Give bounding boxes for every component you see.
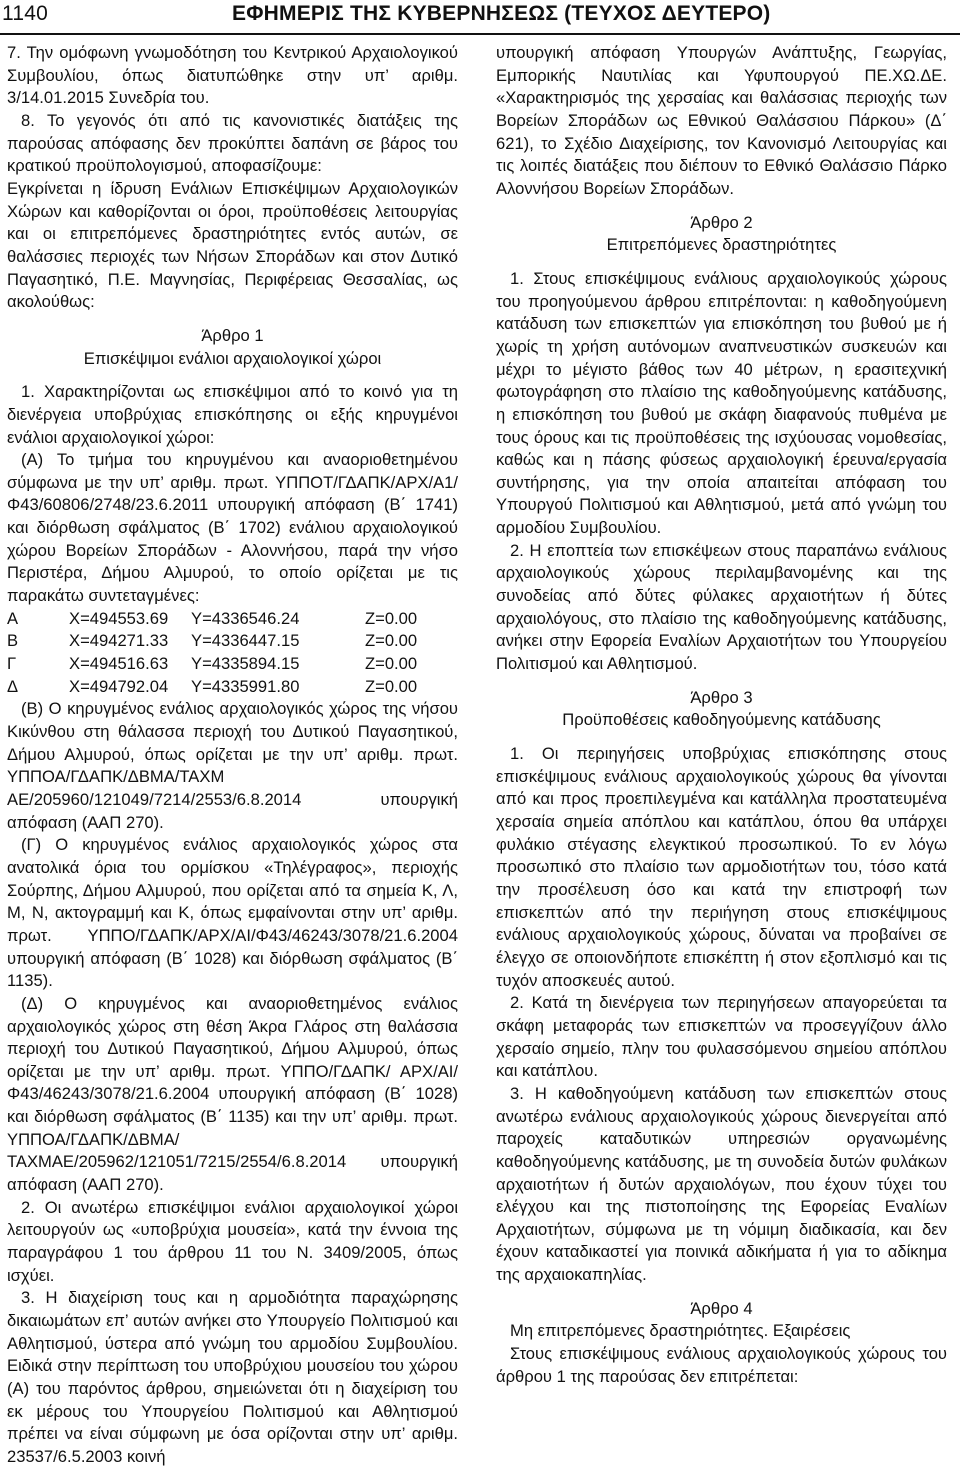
article-1-paragraph-3: 3. Η διαχείριση τους και η αρμοδιότητα παραχώρησης δικαιωμάτων επ’ αυτών ανήκει στο Υπουργείο Πολιτισμού και Αθλητισμού, ύστερα από γνώμη του αρμοδίου Συμβουλίου. Ειδικά στην περίπτωση του υποβρύχιου μουσείου του χώρου (Α) του παρόντος άρθρου, σημειώνεται ότι η διαχείριση του εκ μέρους του Υπουργείου Πολιτισμού και Αθλητισμού πρέπει να είναι σύμφωνη με όσα ορίζονται στην υπ’ αριθμ. 23537/6.5.2003 κοινή — [7, 1288, 458, 1466]
article-2-subtitle: Επιτρεπόμενες δραστηριότητες — [606, 235, 837, 255]
article-3-subtitle: Προϋποθέσεις καθοδηγούμενης κατάδυσης — [562, 710, 881, 730]
gazette-title: ΕΦΗΜΕΡΙΣ ΤΗΣ ΚΥΒΕΡΝΗΣΕΩΣ (ΤΕΥΧΟΣ ΔΕΥΤΕΡΟ) — [232, 2, 771, 25]
article-2-paragraph-2: 2. Η εποπτεία των επισκέψεων στους παραπάνω ενάλιους αρχαιολογικούς χώρους περιλαμβανομένης και της συνοδείας από δύτες φύλακες αρχαιοτήτων ή δύτες αρχαιολόγους, στο πλαίσιο της καθοδηγούμενης κατάδυσης, ανήκει στην Εφορεία Εναλίων Αρχαιοτήτων του Υπουργείου Πολιτισμού και Αθλητισμού. — [496, 540, 947, 674]
coordinate-y: Υ=4336447.15 — [191, 631, 300, 651]
paragraph-decision: Εγκρίνεται η ίδρυση Ενάλιων Επισκέψιμων Αρχαιολογικών Χώρων και καθορίζονται οι όροι, προϋποθέσεις λειτουργίας και οι επιτρεπόμενες δραστηριότητες εντός αυτών, σε θαλάσσιες περιοχές των Νήσων Σποράδων και στον Δυτικό Παγασητικό, Π.Ε. Μαγνησίας, Περιφέρειας Θεσσαλίας, ως ακολούθως: — [7, 178, 458, 312]
coordinate-x: Χ=494792.04 — [69, 676, 169, 696]
article-1-paragraph-1: 1. Χαρακτηρίζονται ως επισκέψιμοι από το κοινό για τη διενέργεια υποβρύχιας επισκόπησης οι εξής κηρυγμένοι ενάλιοι αρχαιολογικοί χώροι: — [7, 382, 458, 447]
coordinate-x: Χ=494553.69 — [69, 608, 169, 628]
article-1-site-a: (Α) Το τμήμα του κηρυγμένου και αναοριοθετημένου σύμφωνα με την υπ’ αριθμ. πρωτ. ΥΠΠΟΤ/ΓΔΑΠΚ/ΑΡΧ/Α1/Φ43/60806/2748/23.6.2011 υπουργική απόφαση (Β΄ 1741) και διόρθωση σφάλματος (Β΄ 1702) ενάλιου αρχαιολογικού χώρου Βορείων Σποράδων - Αλοννήσου, παρά την νήσο Περιστέρα, Δήμου Αλμυρού, το οποίο ορίζεται με τις παρακάτω συντεταγμένες: — [7, 450, 458, 606]
coordinate-point: Δ — [7, 676, 19, 696]
coordinates-table — [7, 608, 458, 699]
article-3-paragraph-2: 2. Κατά τη διενέργεια των περιηγήσεων απαγορεύεται τα σκάφη μεταφοράς των επισκεπτών να προσεγγίζουν άλλο χερσαίο σημείο, πλην του φυλασσόμενου σημείου απόπλου και κατάπλου. — [496, 993, 947, 1081]
page-number: 1140 — [2, 2, 48, 25]
article-2-paragraph-1: 1. Στους επισκέψιμους ενάλιους αρχαιολογικούς χώρους του προηγούμενου άρθρου επιτρέπονται: η καθοδηγούμενη κατάδυση των επισκεπτών για επισκόπηση του βυθού με ή χωρίς τη χρήση αυτόνομων αναπνευστικών συσκευών και μέχρι το μέγιστο βάθος των 40 μέτρων, η ερασιτεχνική φωτογράφηση στο πλαίσιο της καθοδηγούμενης κατάδυσης, η επισκόπηση του βυθού με σκάφη διαφανούς πυθμένα με τους όρους και τις προϋποθέσεις της ισχύουσας νομοθεσίας, καθώς και η πάσης φύσεως αρχαιολογική έρευνα/εργασία συντήρησης, για την οποία απαιτείται απόφαση του Υπουργού Πολιτισμού και Αθλητισμού, μετά από γνώμη του αρμοδίου Συμβουλίου. — [496, 268, 947, 538]
coordinate-row — [7, 676, 458, 699]
coordinate-y: Υ=4335991.80 — [191, 676, 300, 696]
coordinate-row — [7, 630, 458, 653]
paragraph-consideration-8: 8. Το γεγονός ότι από τις κανονιστικές διατάξεις της παρούσας απόφασης δεν προκύπτει δαπάνη σε βάρος του κρατικού προϋπολογισμού, αποφασίζουμε: — [7, 110, 458, 176]
coordinate-row — [7, 653, 458, 676]
coordinate-point: Α — [7, 608, 19, 628]
coordinate-y: Υ=4335894.15 — [191, 654, 300, 674]
article-4-title: Άρθρο 4 — [690, 1298, 753, 1318]
coordinate-x: Χ=494516.63 — [69, 654, 169, 674]
continued-paragraph: υπουργική απόφαση Υπουργών Ανάπτυξης, Γεωργίας, Εμπορικής Ναυτιλίας και Υφυπουργού ΠΕ.ΧΩ.ΔΕ. «Χαρακτηρισμός της χερσαίας και θαλάσσιας περιοχής των Βορείων Σποράδων ως Εθνικού Θαλάσσιου Πάρκου» (Δ΄ 621), το Σχέδιο Διαχείρισης, τον Κανονισμό Λειτουργίας και τις λοιπές διατάξεις που διέπουν το Εθνικό Θαλάσσιο Πάρκο Αλοννήσου Βορείων Σποράδων. — [496, 43, 947, 198]
header-rule — [0, 33, 960, 35]
article-1-site-b: (Β) Ο κηρυγμένος ενάλιος αρχαιολογικός χώρος της νήσου Κικύνθου στη θάλασσα περιοχή του Δυτικού Παγασητικού, Δήμου Αλμυρού, όπως ορίζεται με την υπ’ αριθμ. πρωτ. ΥΠΠΟΑ/ΓΔΑΠΚ/ΔΒΜΑ/ΤΑΧΜ ΑΕ/205960/121049/7214/2553/6.8.2014 υπουργική απόφαση (ΑΑΠ 270). — [7, 699, 458, 832]
article-4-subtitle: Μη επιτρεπόμενες δραστηριότητες. Εξαιρέσεις — [510, 1321, 851, 1341]
article-1-paragraph-2: 2. Οι ανωτέρω επισκέψιμοι ενάλιοι αρχαιολογικοί χώροι λειτουργούν ως «υποβρύχια μουσεία», κατά την έννοια της παραγράφου 1 του άρθρου 11 του Ν. 3409/2005, όπως ισχύει. — [7, 1197, 458, 1285]
coordinate-point: Γ — [7, 654, 17, 674]
article-3-paragraph-1: 1. Οι περιηγήσεις υποβρύχιας επισκόπησης στους επισκέψιμους ενάλιους αρχαιολογικούς χώρους θα γίνονται από και προς προεπιλεγμένα και κατάλληλα προστατευμένα χερσαία σημεία απόπλου και κατάπλου, όπου θα υπάρχει φυλάκιο στέγασης ελεγκτικού προσωπικού. Το εν λόγω προσωπικό στο πλαίσιο των αρμοδιοτήτων του, τόσο κατά την προσέλευση όσο και κατά την επιστροφή των επισκεπτών από την περιήγηση στους επισκέψιμους ενάλιους αρχαιολογικούς χώρους, δύναται να προβαίνει σε έλεγχο σε οποιονδήποτε επισκέπτη ή στον εξοπλισμό και τις τυχόν αποσκευές αυτού. — [496, 744, 947, 990]
page-header — [0, 0, 960, 38]
coordinate-z: Ζ=0.00 — [365, 654, 418, 674]
coordinate-z: Ζ=0.00 — [365, 608, 418, 628]
coordinate-z: Ζ=0.00 — [365, 676, 418, 696]
article-3-title: Άρθρο 3 — [690, 687, 753, 707]
article-1-site-c: (Γ) Ο κηρυγμένος ενάλιος αρχαιολογικός χώρος στα ανατολικά όρια του ορμίσκου «Τηλέγραφος», περιοχής Σούρπης, Δήμου Αλμυρού, που ορίζεται από τα σημεία Κ, Λ, Μ, Ν, ακτογραμμή και Κ, όπως εμφαίνονται στην υπ’ αριθμ. πρωτ. ΥΠΠΟ/ΓΔΑΠΚ/ΑΡΧ/ΑΙ/Φ43/46243/3078/21.6.2004 υπουργική απόφαση (Β΄ 1028) και διόρθωση σφάλματος (Β΄ 1135). — [7, 835, 458, 991]
article-2-title: Άρθρο 2 — [690, 212, 753, 232]
article-4-paragraph-1: Στους επισκέψιμους ενάλιους αρχαιολογικούς χώρους του άρθρου 1 της παρούσας δεν επιτρέπεται: — [496, 1344, 947, 1386]
article-1-title: Άρθρο 1 — [201, 325, 264, 345]
coordinate-point: Β — [7, 631, 19, 651]
paragraph-consideration-7: 7. Την ομόφωνη γνωμοδότηση του Κεντρικού Αρχαιολογικού Συμβουλίου, όπως διατυπώθηκε στην υπ’ αριθμ. 3/14.01.2015 Συνεδρία του. — [7, 43, 458, 108]
coordinate-row — [7, 608, 458, 631]
article-1-site-d: (Δ) Ο κηρυγμένος και αναοριοθετημένος ενάλιος αρχαιολογικός χώρος στη θέση Άκρα Γλάρος στη θαλάσσια περιοχή του Δυτικού Παγασητικού, Δήμου Αλμυρού, όπως ορίζεται με την υπ’ αριθμ. πρωτ. ΥΠΠΟ/ΓΔΑΠΚ/ ΑΡΧ/ΑΙ/Φ43/46243/3078/21.6.2004 υπουργική απόφαση (Β΄ 1028) και διόρθωση σφάλματος (Β΄ 1135) και την υπ’ αριθμ. πρωτ. ΥΠΠΟΑ/ΓΔΑΠΚ/ΔΒΜΑ/ΤΑΧΜΑΕ/205962/121051/7215/2554/6.8.2014 υπουργική απόφαση (ΑΑΠ 270). — [7, 993, 458, 1195]
article-3-paragraph-3: 3. Η καθοδηγούμενη κατάδυση των επισκεπτών στους ανωτέρω ενάλιους αρχαιολογικούς χώρους διενεργείται από παροχείς καταδυτικών υπηρεσιών οργανωμένης καθοδηγούμενης κατάδυσης, με τη συνοδεία δυτών φυλάκων αρχαιοτήτων ή δυτών αρχαιολόγων, που έχουν τύχει του ελέγχου και της πιστοποίησης της Εφορείας Εναλίων Αρχαιοτήτων, σύμφωνα με τη νόμιμη διαδικασία, και δεν έχουν καταδικαστεί για ποινικά αδικήματα ή για το αδίκημα της αρχαιοκαπηλίας. — [496, 1083, 947, 1285]
coordinate-z: Ζ=0.00 — [365, 631, 418, 651]
coordinate-y: Υ=4336546.24 — [191, 608, 300, 628]
article-1-subtitle: Επισκέψιμοι ενάλιοι αρχαιολογικοί χώροι — [83, 348, 382, 368]
right-column — [496, 42, 947, 1388]
left-column — [7, 42, 458, 1469]
coordinate-x: Χ=494271.33 — [69, 631, 169, 651]
